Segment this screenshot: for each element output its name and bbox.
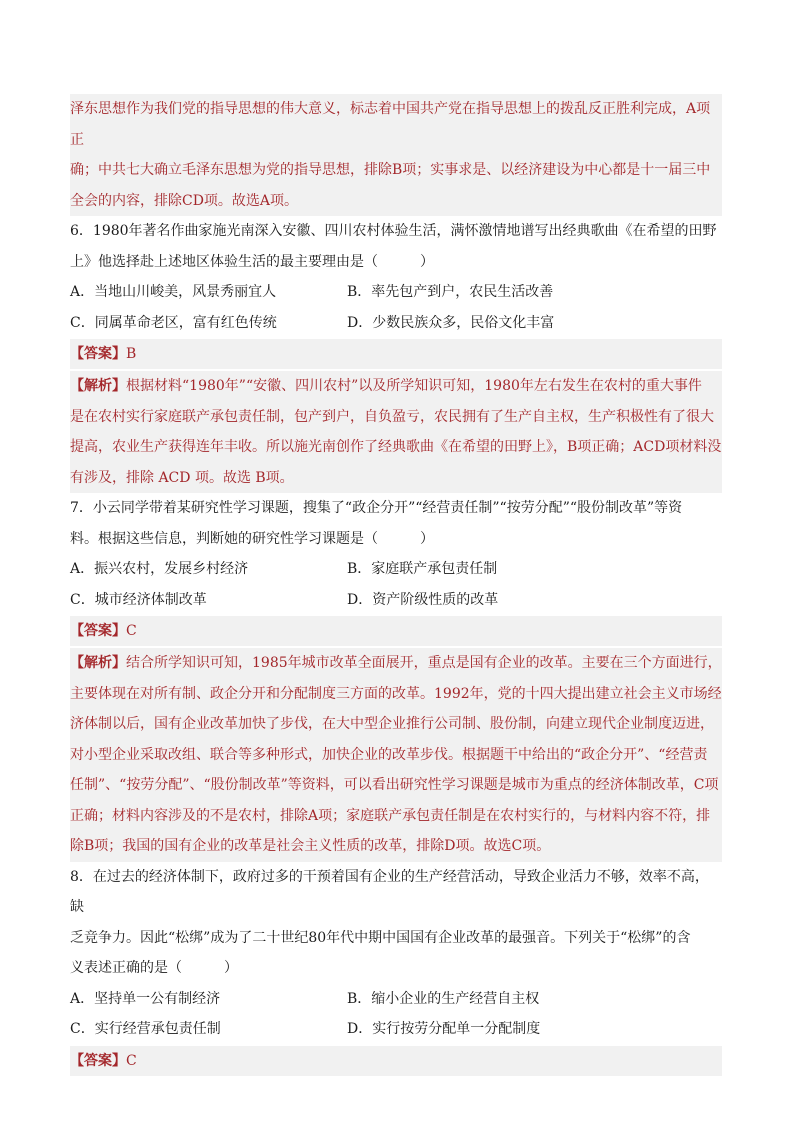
- analysis-line: 济体制以后，国有企业改革加快了步伐，在大中型企业推行公司制、股份制，向建立现代企业制度迈进，: [70, 716, 714, 732]
- question-6-stem: [70, 216, 722, 277]
- document-content: [70, 94, 722, 1078]
- question-6-options: [70, 277, 722, 338]
- stem-line: 料。根据这些信息，判断她的研究性学习课题是（ ）: [70, 530, 434, 547]
- question-7-analysis: [70, 648, 722, 862]
- question-7-options: [70, 554, 722, 615]
- answer-mark: 【答案】: [70, 1052, 126, 1069]
- option-c: C．城市经济体制改革: [70, 591, 207, 608]
- question-7-answer: [70, 616, 722, 646]
- analysis-line: 正确；材料内容涉及的不是农村，排除A项；家庭联产承包责任制是在农村实行的，与材料内容不符，排: [70, 807, 711, 824]
- option-c: C．同属革命老区，富有红色传统: [70, 314, 277, 331]
- question-6-answer: [70, 339, 722, 369]
- option-b: B．率先包产到户，农民生活改善: [347, 284, 554, 300]
- answer-value: B: [126, 346, 137, 362]
- question-7-stem: [70, 493, 722, 554]
- stem-line: 义表述正确的是（ ）: [70, 960, 238, 976]
- answer-mark: 【答案】: [70, 623, 126, 639]
- question-8-answer: [70, 1046, 722, 1076]
- option-a: A．振兴农村，发展乡村经济: [70, 561, 249, 577]
- answer-value: C: [126, 1052, 137, 1069]
- analysis-line: 全会的内容，排除CD项。故选A项。: [70, 192, 299, 209]
- option-c: C．实行经营承包责任制: [70, 1021, 221, 1037]
- analysis-line: 有涉及，排除 ACD 项。故选 B项。: [70, 469, 294, 486]
- analysis-line: 除B项；我国的国有企业的改革是社会主义性质的改革，排除D项。故选C项。: [70, 838, 551, 854]
- analysis-line: 任制”、“按劳分配”、“股份制改革”等资料，可以看出研究性学习课题是城市为重点的经济体制改革，C项: [70, 777, 719, 793]
- answer-value: C: [126, 623, 137, 639]
- stem-line: 7．小云同学带着某研究性学习课题，搜集了“政企分开”“经营责任制”“按劳分配”“股份制改革”等资: [70, 500, 683, 516]
- analysis-line: 确；中共七大确立毛泽东思想为党的指导思想，排除B项；实事求是、以经济建设为中心都是十一届三中: [70, 162, 711, 178]
- stem-line: 8．在过去的经济体制下，政府过多的干预着国有企业的生产经营活动，导致企业活力不够，效率不高，缺: [70, 868, 709, 915]
- question-6-analysis: [70, 371, 722, 493]
- option-a: A．坚持单一公有制经济: [70, 990, 221, 1007]
- analysis-mark: 【解析】: [70, 655, 126, 671]
- option-a: A．当地山川峻美，风景秀丽宜人: [70, 284, 277, 300]
- option-b: B．缩小企业的生产经营自主权: [347, 990, 540, 1007]
- question-8-options: [70, 984, 722, 1045]
- analysis-line: 提高，农业生产获得连年丰收。所以施光南创作了经典歌曲《在希望的田野上》，B项正确；ACD项材料没: [70, 439, 722, 455]
- answer-mark: 【答案】: [70, 346, 126, 362]
- stem-line: 乏竞争力。因此“松绑”成为了二十世纪80年代中期中国国有企业改革的最强音。下列关于“松绑”的含: [70, 929, 691, 946]
- analysis-line: 对小型企业采取改组、联合等多种形式，加快企业的改革步伐。根据题干中给出的“政企分开”、“经营责: [70, 746, 708, 763]
- option-b: B．家庭联产承包责任制: [347, 561, 498, 577]
- analysis-mark: 【解析】: [70, 378, 126, 394]
- question-8-stem: [70, 862, 722, 984]
- analysis-line: 结合所学知识可知，1985年城市改革全面展开，重点是国有企业的改革。主要在三个方面进行，: [126, 655, 722, 671]
- option-d: D．资产阶级性质的改革: [347, 591, 499, 608]
- option-d: D．实行按劳分配单一分配制度: [347, 1021, 541, 1037]
- analysis-line: 是在农村实行家庭联产承包责任制，包产到户，自负盈亏，农民拥有了生产自主权，生产积极性有了很大: [70, 408, 714, 425]
- stem-line: 6．1980年著名作曲家施光南深入安徽、四川农村体验生活，满怀激情地谱写出经典歌曲《在希望的田野: [70, 223, 717, 239]
- analysis-line: 根据材料“1980年”“安徽、四川农村”以及所学知识可知，1980年左右发生在农村的重大事件: [126, 378, 702, 394]
- analysis-line: 泽东思想作为我们党的指导思想的伟大意义，标志着中国共产党在指导思想上的拨乱反正胜利完成，A项正: [70, 101, 711, 148]
- previous-analysis: [70, 94, 722, 216]
- analysis-line: 主要体现在对所有制、政企分开和分配制度三方面的改革。1992年，党的十四大提出建立社会主义市场经: [70, 685, 722, 702]
- option-d: D．少数民族众多，民俗文化丰富: [347, 314, 555, 331]
- stem-line: 上》他选择赴上述地区体验生活的最主要理由是（ ）: [70, 253, 434, 270]
